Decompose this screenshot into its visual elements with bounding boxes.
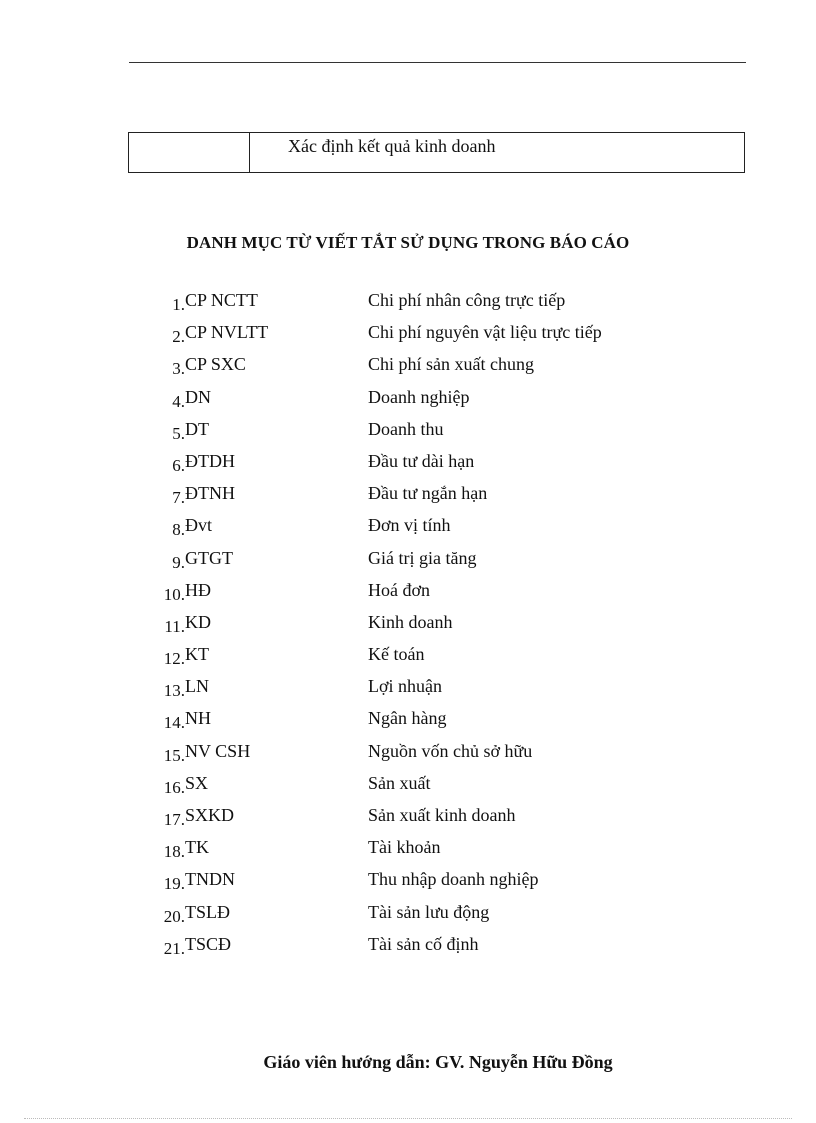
supervisor-line: Giáo viên hướng dẫn: GV. Nguyễn Hữu Đồng	[263, 1052, 613, 1072]
list-item	[130, 933, 690, 965]
item-abbreviation: KT	[185, 644, 209, 665]
item-number: 17.	[163, 810, 185, 829]
item-abbreviation: TK	[185, 837, 209, 858]
item-number: 9.	[172, 552, 185, 572]
list-item	[130, 675, 690, 707]
item-abbreviation: KD	[185, 611, 211, 632]
item-description: Đầu tư ngắn hạn	[368, 483, 488, 504]
table-cell-empty	[129, 133, 250, 172]
item-description: Kinh doanh	[368, 611, 453, 632]
item-description: Tài sản lưu động	[368, 901, 490, 922]
item-description: Hoá đơn	[368, 579, 431, 600]
item-number: 1.	[172, 295, 185, 314]
list-item	[130, 353, 690, 385]
item-description: Lợi nhuận	[368, 676, 443, 697]
item-number: 10.	[163, 584, 185, 604]
item-abbreviation: Đvt	[185, 515, 212, 536]
item-number: 14.	[163, 713, 185, 733]
list-item	[130, 611, 690, 643]
item-abbreviation: CP NCTT	[185, 290, 258, 310]
abbreviation-list	[130, 289, 690, 965]
list-item	[130, 321, 690, 353]
list-item	[130, 868, 690, 900]
item-number: 4.	[172, 391, 185, 411]
item-description: Giá trị gia tăng	[368, 547, 477, 568]
item-description: Sản xuất kinh doanh	[368, 805, 516, 825]
page-heading: DANH MỤC TỪ VIẾT TẮT SỬ DỤNG TRONG BÁO CÁO	[186, 233, 630, 252]
item-number: 21.	[163, 938, 185, 958]
item-number: 16.	[163, 777, 185, 797]
list-item	[130, 482, 690, 514]
list-item	[130, 514, 690, 546]
list-item	[130, 707, 690, 739]
item-description: Chi phí nhân công trực tiếp	[368, 290, 566, 310]
list-item	[130, 450, 690, 482]
item-number: 19.	[163, 874, 185, 894]
result-table-row	[128, 132, 745, 173]
list-item	[130, 289, 690, 321]
item-description: Chi phí sản xuất chung	[368, 354, 534, 375]
item-number: 3.	[172, 359, 185, 379]
item-description: Đầu tư dài hạn	[368, 450, 475, 471]
list-item	[130, 418, 690, 450]
item-abbreviation: CP SXC	[185, 354, 246, 375]
list-item	[130, 804, 690, 836]
item-description: Sản xuất	[368, 772, 431, 793]
item-description: Tài sản cố định	[368, 933, 479, 954]
item-abbreviation: SX	[185, 772, 209, 793]
item-description: Nguồn vốn chủ sở hữu	[368, 740, 533, 761]
item-number: 12.	[163, 649, 185, 669]
list-item	[130, 901, 690, 933]
list-item	[130, 836, 690, 868]
list-item	[130, 643, 690, 675]
item-abbreviation: ĐTNH	[185, 483, 235, 504]
item-abbreviation: CP NVLTT	[185, 322, 269, 343]
list-item	[130, 772, 690, 804]
item-number: 20.	[163, 906, 185, 926]
item-number: 6.	[172, 455, 185, 475]
item-number: 18.	[163, 842, 185, 862]
item-abbreviation: NV CSH	[185, 740, 251, 761]
list-item	[130, 547, 690, 579]
item-abbreviation: HĐ	[185, 579, 211, 600]
item-number: 5.	[172, 423, 185, 443]
item-abbreviation: DT	[185, 418, 209, 439]
item-description: Doanh thu	[368, 418, 444, 439]
item-description: Doanh nghiệp	[368, 386, 470, 407]
list-item	[130, 386, 690, 418]
item-abbreviation: TSCĐ	[185, 933, 232, 954]
page-bottom-divider	[24, 1118, 792, 1119]
list-item	[130, 740, 690, 772]
list-item	[130, 579, 690, 611]
item-description: Thu nhập doanh nghiệp	[368, 869, 539, 890]
item-abbreviation: LN	[185, 676, 209, 697]
item-number: 15.	[163, 745, 185, 765]
item-abbreviation: SXKD	[185, 805, 235, 825]
item-number: 7.	[172, 488, 185, 508]
item-abbreviation: TNDN	[185, 869, 235, 890]
item-number: 11.	[164, 616, 185, 636]
item-number: 8.	[172, 520, 185, 540]
item-abbreviation: DN	[185, 386, 211, 407]
table-cell-title: Xác định kết quả kinh doanh	[288, 136, 496, 156]
item-description: Kế toán	[368, 644, 425, 665]
item-abbreviation: TSLĐ	[185, 901, 230, 922]
item-description: Ngân hàng	[368, 708, 447, 729]
item-number: 13.	[163, 681, 185, 701]
item-description: Tài khoản	[368, 837, 441, 858]
item-number: 2.	[172, 327, 185, 347]
item-abbreviation: NH	[185, 708, 211, 729]
item-description: Chi phí nguyên vật liệu trực tiếp	[368, 322, 602, 343]
item-abbreviation: ĐTDH	[185, 450, 235, 471]
item-description: Đơn vị tính	[368, 515, 451, 536]
header-rule	[129, 62, 746, 63]
item-abbreviation: GTGT	[185, 547, 233, 568]
